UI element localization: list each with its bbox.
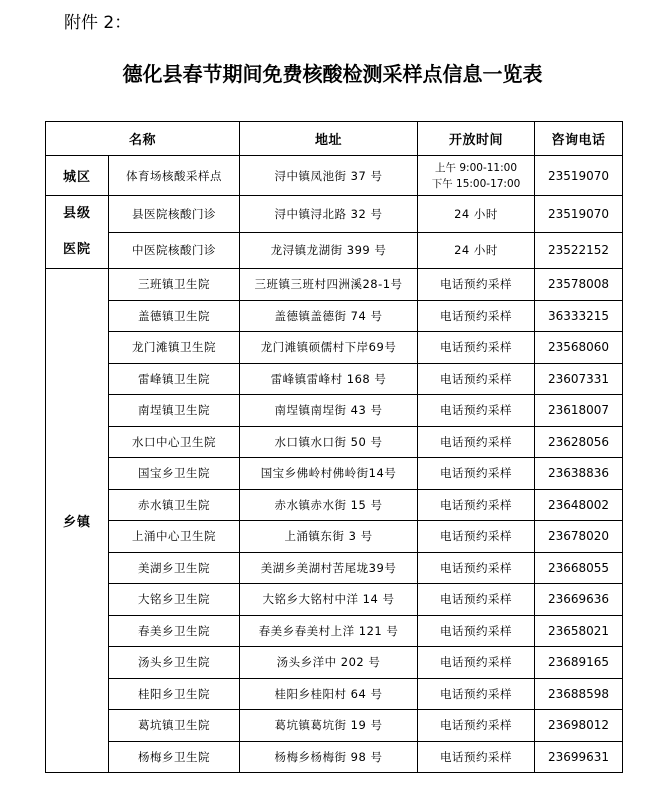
site-hours: 电话预约采样 — [418, 300, 535, 332]
hours-morning: 上午 9:00-11:00 — [435, 161, 517, 174]
site-address: 雷峰镇雷峰村 168 号 — [240, 363, 418, 395]
table-row — [46, 232, 623, 269]
site-address: 龙门滩镇硕儒村下岸69号 — [240, 332, 418, 364]
site-name: 汤头乡卫生院 — [109, 647, 240, 679]
category-city: 城区 — [46, 156, 109, 196]
site-phone: 23698012 — [535, 710, 623, 742]
category-town: 乡镇 — [46, 269, 109, 773]
table-row — [46, 426, 623, 458]
site-hours: 电话预约采样 — [418, 710, 535, 742]
table-row — [46, 300, 623, 332]
site-address: 南埕镇南埕街 43 号 — [240, 395, 418, 427]
site-name: 美湖乡卫生院 — [109, 552, 240, 584]
table-row — [46, 521, 623, 553]
category-county-hospital — [46, 196, 109, 269]
site-address: 龙浔镇龙湖街 399 号 — [240, 232, 418, 269]
site-hours: 电话预约采样 — [418, 584, 535, 616]
site-phone: 23648002 — [535, 489, 623, 521]
site-name: 龙门滩镇卫生院 — [109, 332, 240, 364]
table-row — [46, 156, 623, 196]
site-phone: 23699631 — [535, 741, 623, 773]
site-name: 中医院核酸门诊 — [109, 232, 240, 269]
site-address: 浔中镇浔北路 32 号 — [240, 196, 418, 233]
page-title: 德化县春节期间免费核酸检测采样点信息一览表 — [122, 62, 543, 86]
site-hours: 电话预约采样 — [418, 489, 535, 521]
site-hours: 电话预约采样 — [418, 458, 535, 490]
sampling-sites-table — [45, 121, 623, 773]
site-phone: 23607331 — [535, 363, 623, 395]
site-name: 桂阳乡卫生院 — [109, 678, 240, 710]
header-hours: 开放时间 — [418, 122, 535, 156]
attachment-label: 附件 2： — [64, 13, 132, 33]
site-hours: 电话预约采样 — [418, 332, 535, 364]
table-row — [46, 584, 623, 616]
site-phone: 23658021 — [535, 615, 623, 647]
table-row — [46, 741, 623, 773]
table-row — [46, 332, 623, 364]
site-name: 雷峰镇卫生院 — [109, 363, 240, 395]
site-address: 美湖乡美湖村苦尾垅39号 — [240, 552, 418, 584]
table-row — [46, 552, 623, 584]
site-phone: 23689165 — [535, 647, 623, 679]
site-phone: 36333215 — [535, 300, 623, 332]
site-hours: 电话预约采样 — [418, 647, 535, 679]
hours-afternoon: 下午 15:00-17:00 — [431, 177, 521, 190]
site-address: 国宝乡佛岭村佛岭街14号 — [240, 458, 418, 490]
table-row — [46, 489, 623, 521]
site-address: 浔中镇凤池街 37 号 — [240, 156, 418, 196]
site-hours — [418, 156, 535, 196]
site-phone: 23669636 — [535, 584, 623, 616]
site-address: 三班镇三班村四洲溪28-1号 — [240, 269, 418, 301]
site-name: 上涌中心卫生院 — [109, 521, 240, 553]
table-row — [46, 615, 623, 647]
site-phone: 23678020 — [535, 521, 623, 553]
site-hours: 电话预约采样 — [418, 552, 535, 584]
site-hours: 电话预约采样 — [418, 363, 535, 395]
site-address: 杨梅乡杨梅街 98 号 — [240, 741, 418, 773]
table-row — [46, 196, 623, 233]
site-phone: 23618007 — [535, 395, 623, 427]
site-hours: 电话预约采样 — [418, 521, 535, 553]
site-name: 南埕镇卫生院 — [109, 395, 240, 427]
site-phone: 23519070 — [535, 156, 623, 196]
site-hours: 电话预约采样 — [418, 615, 535, 647]
header-name: 名称 — [46, 122, 240, 156]
site-hours: 电话预约采样 — [418, 426, 535, 458]
site-hours: 电话预约采样 — [418, 269, 535, 301]
site-address: 春美乡春美村上洋 121 号 — [240, 615, 418, 647]
table-row — [46, 678, 623, 710]
site-name: 三班镇卫生院 — [109, 269, 240, 301]
site-name: 水口中心卫生院 — [109, 426, 240, 458]
table-header-row — [46, 122, 623, 156]
site-address: 大铭乡大铭村中洋 14 号 — [240, 584, 418, 616]
site-phone: 23519070 — [535, 196, 623, 233]
site-phone: 23568060 — [535, 332, 623, 364]
site-name: 体育场核酸采样点 — [109, 156, 240, 196]
site-name: 葛坑镇卫生院 — [109, 710, 240, 742]
table-row — [46, 710, 623, 742]
table-row — [46, 395, 623, 427]
table-row — [46, 363, 623, 395]
site-address: 桂阳乡桂阳村 64 号 — [240, 678, 418, 710]
site-hours: 电话预约采样 — [418, 395, 535, 427]
site-phone: 23638836 — [535, 458, 623, 490]
site-phone: 23628056 — [535, 426, 623, 458]
table-row — [46, 269, 623, 301]
site-hours: 24 小时 — [418, 232, 535, 269]
site-phone: 23578008 — [535, 269, 623, 301]
table-row — [46, 647, 623, 679]
site-name: 国宝乡卫生院 — [109, 458, 240, 490]
site-address: 汤头乡洋中 202 号 — [240, 647, 418, 679]
site-name: 杨梅乡卫生院 — [109, 741, 240, 773]
site-hours: 电话预约采样 — [418, 678, 535, 710]
site-name: 春美乡卫生院 — [109, 615, 240, 647]
site-phone: 23522152 — [535, 232, 623, 269]
site-name: 盖德镇卫生院 — [109, 300, 240, 332]
site-address: 葛坑镇葛坑街 19 号 — [240, 710, 418, 742]
site-name: 赤水镇卫生院 — [109, 489, 240, 521]
site-name: 大铭乡卫生院 — [109, 584, 240, 616]
site-address: 上涌镇东街 3 号 — [240, 521, 418, 553]
site-phone: 23668055 — [535, 552, 623, 584]
header-phone: 咨询电话 — [535, 122, 623, 156]
site-name: 县医院核酸门诊 — [109, 196, 240, 233]
site-address: 赤水镇赤水街 15 号 — [240, 489, 418, 521]
site-address: 水口镇水口街 50 号 — [240, 426, 418, 458]
site-hours: 24 小时 — [418, 196, 535, 233]
table-row — [46, 458, 623, 490]
category-county-line2: 医院 — [62, 242, 91, 257]
header-address: 地址 — [240, 122, 418, 156]
site-phone: 23688598 — [535, 678, 623, 710]
category-county-line1: 县级 — [62, 206, 91, 221]
site-hours: 电话预约采样 — [418, 741, 535, 773]
site-address: 盖德镇盖德街 74 号 — [240, 300, 418, 332]
